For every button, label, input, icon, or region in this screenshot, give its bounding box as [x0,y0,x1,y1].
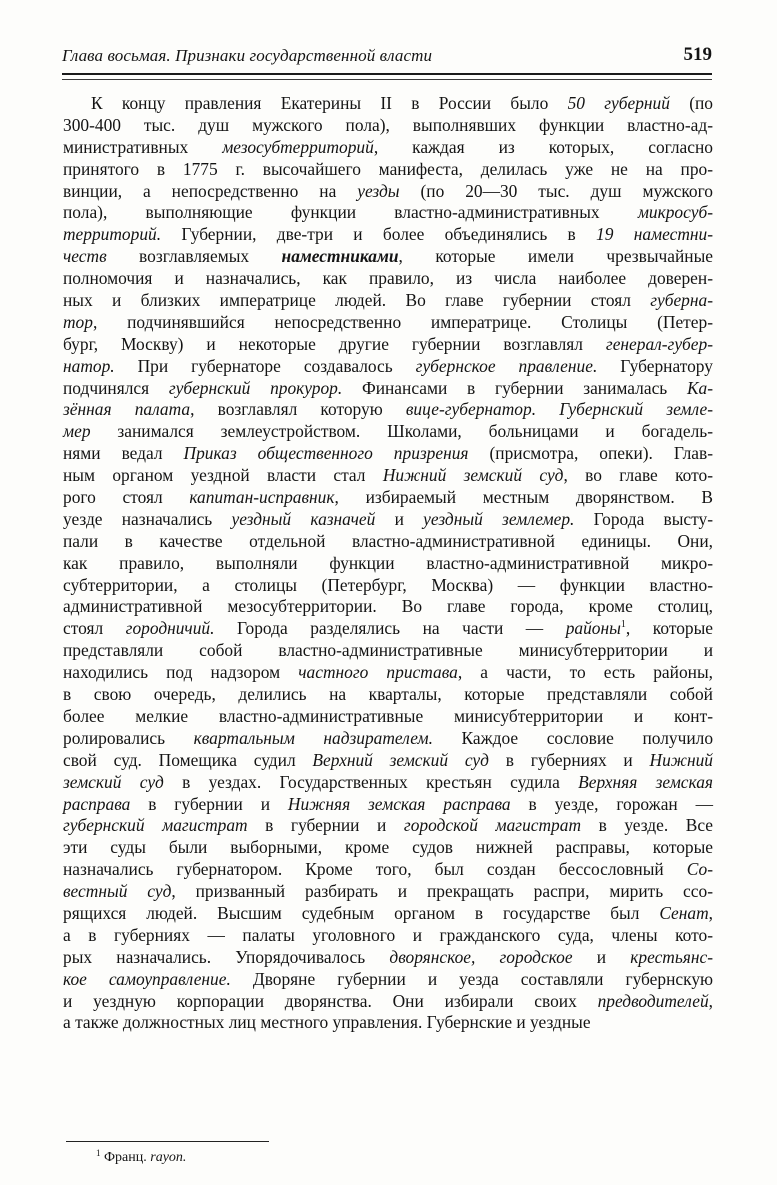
text-run: а в губерниях — палаты уголовного и гражданского суда, члены кото- [63,924,713,945]
text-run: пали в качестве отдельной властно-административной единицы. Они, [63,530,713,551]
text-run: в уезде, горожан — [510,793,713,814]
text-run: полномочия и назначались, как правило, из числа наиболее доверен- [63,268,713,289]
emphasis-text: губернский магистрат [63,815,248,836]
text-line [63,159,713,181]
text-run: 300-400 тыс. душ мужского пола), выполнявших функции властно-ад- [63,114,713,135]
emphasis-text: Нижний [649,749,713,770]
footnote [96,1150,186,1166]
text-run: При губернаторе создавалось [114,355,416,376]
emphasis-text: дворянское, городское [389,946,573,967]
text-line [63,531,713,553]
text-line [63,290,713,312]
text-run: (по 20—30 тыс. душ мужского [399,180,713,201]
emphasis-text: Верхняя земская [578,771,713,792]
text-run: в свою очередь, делились на кварталы, которые представляли собой [63,684,713,705]
text-line [63,662,713,684]
text-line [63,684,713,706]
footnote-reference: 1 [620,619,626,631]
text-run: рых назначались. Упорядочивалось [63,946,390,967]
text-line [63,991,713,1013]
emphasis-text: мер [63,421,91,442]
text-line [63,706,713,728]
emphasis-text: Сенат [659,902,709,923]
text-line [63,728,713,750]
text-run: Каждое сословие получило [432,727,714,748]
emphasis-text: тор [63,311,93,332]
text-line [63,487,713,509]
emphasis-text: частного пристава [298,662,458,683]
text-run: Финансами в губернии занималась [342,377,687,398]
text-line [63,881,713,903]
text-line [63,596,713,618]
emphasis-text: расправа [63,793,131,814]
text-run: находились под надзором [63,662,299,683]
header-rule-thin [62,79,712,80]
emphasis-text: натор. [63,355,115,376]
text-run: Города высту- [574,508,713,529]
text-run: в губернии и [130,793,288,814]
text-line [63,443,713,465]
text-line [63,794,713,816]
text-line [63,618,713,640]
text-run: министративных [63,136,223,157]
text-line [63,903,713,925]
text-run: Дворяне губернии и уезда составляли губернскую [230,968,714,989]
text-line [63,115,713,137]
emphasis-text: генерал-губер- [605,333,713,354]
footnote-term: rayon. [150,1150,187,1165]
text-line [63,575,713,597]
text-run: (по [669,93,714,113]
text-run: более мелкие властно-административные минисубтерритории и конт- [63,705,713,726]
text-run: нями ведал [63,443,184,464]
text-line [63,509,713,531]
text-run: рящихся людей. Высшим судебным органом в государстве был [63,902,660,923]
text-run: винции, а непосредственно на [63,180,358,201]
text-run: , а части, то есть районы, [457,662,713,683]
text-run: К концу правления Екатерины II в России было [91,93,568,113]
text-run: эти суды были выборными, кроме судов нижней расправы, которые [63,837,713,858]
text-run: свой суд. Помещика судил [63,749,313,770]
text-run: субтерритории, а столицы (Петербург, Москва) — функции властно- [63,574,713,595]
emphasis-text: уездный землемер. [423,508,575,529]
emphasis-text: предводителей [597,990,709,1011]
text-run: , [708,990,713,1011]
text-run: а также должностных лиц местного управления. Губернские и уездные [63,1012,591,1033]
text-run: , возглавлял которую [190,399,406,420]
emphasis-text: Нижняя земская расправа [287,793,511,814]
text-line [63,553,713,575]
text-run: , которые имели чрезвычайные [398,246,713,267]
emphasis-text: 50 губерний [567,93,670,113]
text-run: , во главе кото- [563,465,714,486]
emphasis-text: наместниками [281,246,399,267]
text-line [63,969,713,991]
text-run: уезде назначались [63,508,232,529]
emphasis-text: квартальным надзирателем. [193,727,433,748]
text-line [63,750,713,772]
emphasis-text: зённая палата [63,399,191,420]
text-line [63,399,713,421]
emphasis-text: губерна- [650,290,713,311]
text-line [63,268,713,290]
emphasis-text: Приказ общественного призрения [183,443,469,464]
emphasis-text: мезосубтерриторий [222,136,374,157]
text-line [63,925,713,947]
emphasis-text: губернский прокурор. [168,377,343,398]
text-line [63,334,713,356]
footnote-divider [66,1141,269,1142]
emphasis-text: честв [63,246,107,267]
text-line [63,465,713,487]
text-run: в уездах. Государственных крестьян судила [163,771,579,792]
text-run: подчинялся [63,377,169,398]
header-rule-thick [62,73,712,75]
text-run: (присмотра, опеки). Глав- [468,443,714,464]
text-run: , [708,902,713,923]
text-run: стоял [63,618,126,639]
emphasis-text: городничий. [125,618,215,639]
text-run: , которые [625,618,713,639]
text-line [63,246,713,268]
emphasis-text: городской магистрат [403,815,582,836]
text-line [63,772,713,794]
body-text [63,93,713,1034]
text-run: как правило, выполняли функции властно-административной микро- [63,552,713,573]
footnote-label: Франц. [104,1150,147,1165]
text-line [63,421,713,443]
text-run: ных и близких императрице людей. Во главе губернии стоял [63,290,651,311]
text-run: в уезде. Все [581,815,714,836]
text-line [63,224,713,246]
text-line [63,93,713,115]
text-line [63,378,713,400]
text-run: пола), выполняющие функции властно-административных [63,202,638,223]
text-line [63,202,713,224]
text-run: Города разделялись на части — [214,618,566,639]
text-run: , избираемый местным дворянством. В [334,487,713,508]
emphasis-text: уезды [357,180,400,201]
text-line [63,1012,713,1034]
text-run: бург, Москву) и некоторые другие губернии возглавлял [63,333,606,354]
text-run: и уездную корпорации дворянства. Они избирали своих [63,990,598,1011]
page-number: 519 [683,44,712,65]
text-line [63,312,713,334]
text-run: Губернатору [597,355,713,376]
emphasis-text: вестный суд [63,881,172,902]
emphasis-text: уездный казначей [231,508,376,529]
text-run: в губернии и [247,815,404,836]
running-head [62,44,712,70]
text-run: в губерниях и [488,749,650,770]
text-run: ным органом уездной власти стал [63,465,383,486]
text-run: назначались губернатором. Кроме того, был создан бессословный [63,859,687,880]
emphasis-text: районы [565,618,621,639]
text-line [63,859,713,881]
text-line [63,815,713,837]
text-run: принятого в 1775 г. высочайшего манифеста, делилась уже не на про- [63,158,713,179]
text-line [63,947,713,969]
text-run: административной мезосубтерритории. Во главе города, кроме столиц, [63,596,713,617]
text-run: возглавляемых [106,246,282,267]
emphasis-text: кое самоуправление. [63,968,231,989]
emphasis-text: Нижний земский суд [382,465,564,486]
text-run: , призванный разбирать и прекращать распри, мирить ссо- [171,881,713,902]
emphasis-text: микросуб- [637,202,713,223]
text-line [63,137,713,159]
text-run: , подчинявшийся непосредственно императрице. Столицы (Петер- [92,311,713,332]
emphasis-text: Со- [686,859,713,880]
emphasis-text: территорий. [63,224,162,245]
text-run: и [572,946,631,967]
emphasis-text: губернское правление. [415,355,598,376]
text-line [63,640,713,662]
text-run: представляли собой властно-административные минисубтерритории и [63,640,713,661]
text-run: рого стоял [63,487,190,508]
emphasis-text: Верхний земский суд [312,749,489,770]
emphasis-text: вице-губернатор. Губернский земле- [405,399,713,420]
text-run: и [375,508,424,529]
text-run: Губернии, две-три и более объединялись в [161,224,597,245]
text-run: занимался землеустройством. Школами, больницами и богадель- [90,421,713,442]
chapter-title: Глава восьмая. Признаки государственной власти [62,46,433,65]
text-line [63,837,713,859]
emphasis-text: капитан-исправник [189,487,335,508]
emphasis-text: земский суд [63,771,164,792]
text-run: , каждая из которых, согласно [373,136,714,157]
text-line [63,181,713,203]
footnote-marker: 1 [96,1148,101,1158]
emphasis-text: крестьянс- [630,946,713,967]
text-line [63,356,713,378]
emphasis-text: 19 наместни- [596,224,713,245]
text-run: ролировались [63,727,194,748]
emphasis-text: Ка- [686,377,713,398]
